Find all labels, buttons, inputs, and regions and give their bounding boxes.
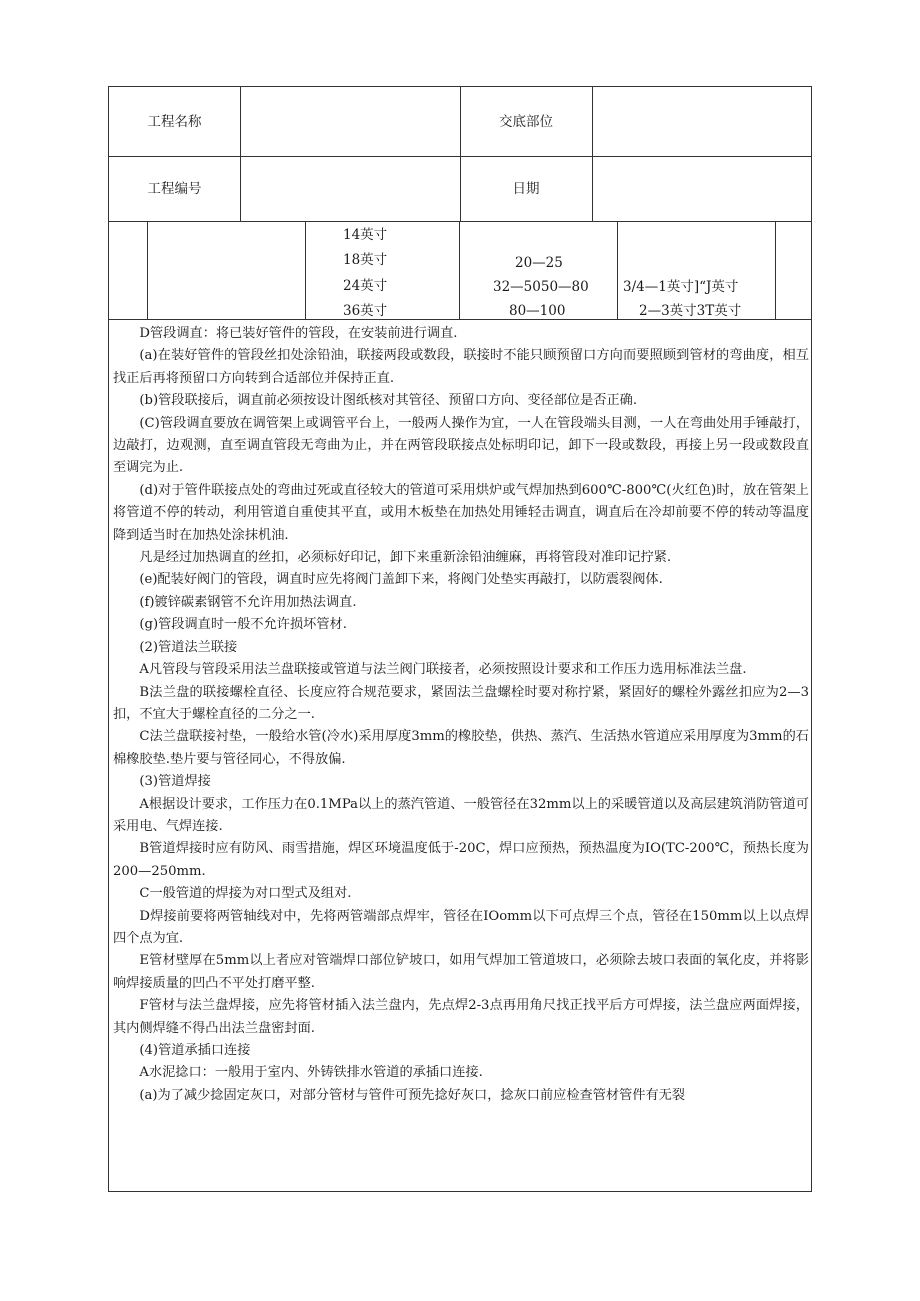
paragraph: D焊接前要将两管轴线对中，先将两管端部点焊牢，管径在IOomm以下可点焊三个点，管径在150mm以上以点焊四个点为宜. — [113, 908, 809, 946]
col-divider — [617, 221, 618, 319]
paragraph: C法兰盘联接衬垫，一般给水管(冷水)采用厚度3mm的橡胶垫，供热、蒸汽、生活热水管道应采用厚度为3mm的石棉橡胶垫.垫片要与管径同心，不得放偏. — [113, 729, 809, 767]
paragraph: (C)管段调直要放在调管架上或调管平台上，一般两人操作为宜，一人在管段端头目测，一人在弯曲处用手锤敲打，边敲打，边观测，直至调直管段无弯曲为止，并在两管段联接点处标明印记，卸下一段或数段，再接上另一段或数段直至调完为止. — [113, 415, 809, 476]
paragraph: (d)对于管件联接点处的弯曲过死或直径较大的管道可采用烘炉或气焊加热到600℃-800℃(火红色)时，放在管架上将管道不停的转动，利用管道自重使其平直，或用木板垫在加热处用锤轻击调直，调直后在冷却前要不停的转动等温度降到适当时在加热处涂抹机油. — [113, 482, 809, 543]
size-cell: 24英寸 — [343, 278, 388, 294]
size-cell: 14英寸 — [343, 227, 388, 243]
col-divider — [460, 87, 461, 221]
size-cell: 3/4—1英寸]“J英寸 — [623, 279, 739, 295]
paragraph: (g)管段调直时一般不允许损坏管材. — [139, 617, 347, 633]
section-heading: (2)管道法兰联接 — [139, 639, 238, 655]
row-divider — [109, 221, 811, 222]
paragraph: (b)管段联接后，调直前必须按设计图纸核对其管径、预留口方向、变径部位是否正确. — [139, 393, 638, 409]
col-divider — [240, 87, 241, 221]
body-text — [113, 323, 809, 1107]
paragraph: (a)为了减少捻固定灰口，对部分管材与管件可预先捻好灰口，捻灰口前应检查管材管件有无裂 — [139, 1087, 686, 1103]
paragraph: B法兰盘的联接螺栓直径、长度应符合规范要求，紧固法兰盘螺栓时要对称拧紧，紧固好的螺栓外露丝扣应为2—3扣，不宜大于螺栓直径的二分之一. — [113, 684, 809, 722]
row-divider — [109, 319, 811, 320]
paragraph: B管道焊接时应有防风、雨雪措施，焊区环境温度低于-20C，焊口应预热，预热温度为IO(TC-200℃，预热长度为200—250mm. — [113, 841, 809, 879]
paragraph: E管材壁厚在5mm以上者应对管端焊口部位铲坡口，如用气焊加工管道坡口，必须除去坡口表面的氧化皮，并将影响焊接质量的凹凸不平处打磨平整. — [113, 953, 809, 991]
paragraph: A凡管段与管段采用法兰盘联接或管道与法兰阀门联接者，必须按照设计要求和工作压力选用标准法兰盘. — [139, 662, 747, 678]
paragraph: (e)配装好阀门的管段，调直时应先将阀门盖卸下来，将阀门处垫实再敲打，以防震裂阀体. — [139, 572, 663, 588]
date-label: 日期 — [512, 181, 540, 197]
col-divider — [305, 221, 306, 319]
paragraph: (a)在装好管件的管段丝扣处涂铅油，联接两段或数段，联接时不能只顾预留口方向而要照顾到管材的弯曲度，相互找正后再将预留口方向转到合适部位并保持正直. — [113, 348, 809, 386]
col-divider — [775, 221, 776, 319]
col-divider — [147, 221, 148, 319]
size-cell: 18英寸 — [343, 252, 388, 268]
project-name-label: 工程名称 — [147, 114, 202, 130]
handover-part-label: 交底部位 — [499, 114, 553, 130]
size-cell: 36英寸 — [343, 303, 388, 319]
size-cell: 2—3英寸3T英寸 — [639, 303, 742, 319]
paragraph: (f)镀锌碳素钢管不允许用加热法调直. — [139, 594, 357, 610]
col-divider — [459, 221, 460, 319]
paragraph: C一般管道的焊接为对口型式及组对. — [139, 886, 352, 902]
size-cell: 80—100 — [509, 303, 566, 319]
size-cell: 20—25 — [515, 255, 563, 271]
paragraph: A根据设计要求，工作压力在0.1MPa以上的蒸汽管道、一般管径在32mm以上的采暖管道以及高层建筑消防管道可采用电、气焊连接. — [113, 796, 809, 834]
paragraph: F管材与法兰盘焊接，应先将管材插入法兰盘内，先点焊2-3点再用角尺找正找平后方可焊接，法兰盘应两面焊接，其内侧焊缝不得凸出法兰盘密封面. — [113, 998, 809, 1036]
section-heading: (4)管道承插口连接 — [139, 1043, 251, 1058]
section-heading: (3)管道焊接 — [139, 774, 211, 790]
paragraph: D管段调直：将已装好管件的管段，在安装前进行调直. — [139, 326, 458, 341]
paragraph: A水泥捻口：一般用于室内、外铸铁排水管道的承插口连接. — [139, 1065, 483, 1081]
paragraph: 凡是经过加热调直的丝扣，必须标好印记，卸下来重新涂铅油缠麻，再将管段对准印记拧紧. — [139, 550, 672, 566]
project-no-label: 工程编号 — [147, 181, 202, 197]
document-frame — [108, 86, 812, 1192]
col-divider — [592, 87, 593, 221]
size-cell: 32—5050—80 — [493, 279, 589, 295]
